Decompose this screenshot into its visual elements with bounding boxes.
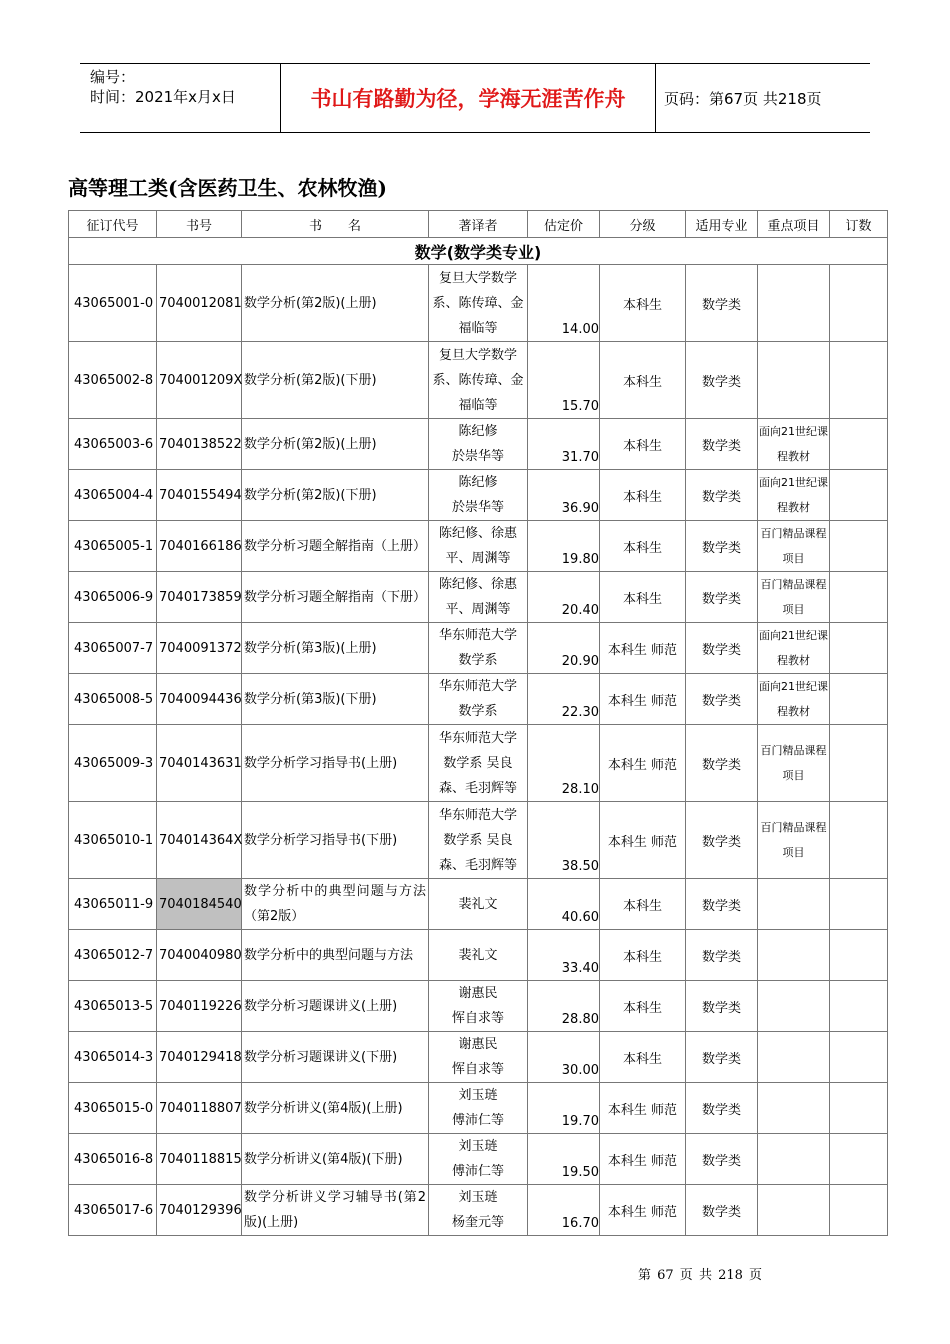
table-row: [69, 572, 888, 623]
row-level: 本科生: [600, 1032, 686, 1083]
table-row: [69, 470, 888, 521]
row-major: 数学类: [686, 342, 758, 419]
row-level: 本科生 师范: [600, 725, 686, 802]
row-order-count: [830, 572, 888, 623]
row-author: 刘玉琏 傅沛仁等: [429, 1083, 528, 1134]
row-order-count: [830, 623, 888, 674]
table-row: [69, 419, 888, 470]
row-author: 华东师范大学 数学系 吴良森、毛羽辉等: [429, 802, 528, 879]
row-order-count: [830, 674, 888, 725]
row-code: 43065016-8: [69, 1134, 157, 1185]
row-title: 数学分析(第2版)(上册): [242, 265, 429, 342]
row-key-project: [758, 930, 830, 981]
row-level: 本科生 师范: [600, 1134, 686, 1185]
row-key-project: [758, 981, 830, 1032]
row-key-project: [758, 265, 830, 342]
row-key-project: [758, 879, 830, 930]
row-order-count: [830, 1185, 888, 1236]
row-author: 刘玉琏 杨奎元等: [429, 1185, 528, 1236]
row-level: 本科生 师范: [600, 1083, 686, 1134]
row-major: 数学类: [686, 521, 758, 572]
header-meta: [90, 67, 236, 107]
row-title: 数学分析(第3版)(上册): [242, 623, 429, 674]
row-title: 数学分析习题课讲义(下册): [242, 1032, 429, 1083]
row-code: 43065008-5: [69, 674, 157, 725]
table-row: [69, 1032, 888, 1083]
table-row: [69, 265, 888, 342]
row-author: 华东师范大学 数学系 吴良森、毛羽辉等: [429, 725, 528, 802]
row-code: 43065015-0: [69, 1083, 157, 1134]
row-level: 本科生: [600, 572, 686, 623]
row-price: 20.90: [528, 623, 600, 674]
row-author: 陈纪修 於崇华等: [429, 470, 528, 521]
row-code: 43065010-1: [69, 802, 157, 879]
table-row: [69, 1134, 888, 1185]
row-author: 陈纪修、徐惠平、周渊等: [429, 521, 528, 572]
row-order-count: [830, 930, 888, 981]
row-key-project: [758, 1185, 830, 1236]
column-header: 适用专业: [686, 211, 758, 238]
row-order-count: [830, 521, 888, 572]
table-row: [69, 1083, 888, 1134]
row-code: 43065004-4: [69, 470, 157, 521]
column-header: 估定价: [528, 211, 600, 238]
row-major: 数学类: [686, 265, 758, 342]
row-title: 数学分析(第2版)(上册): [242, 419, 429, 470]
row-key-project: 百门精品课程项目: [758, 802, 830, 879]
row-price: 30.00: [528, 1032, 600, 1083]
column-header: 订数: [830, 211, 888, 238]
row-author: 裴礼文: [429, 930, 528, 981]
row-major: 数学类: [686, 1185, 758, 1236]
row-title: 数学分析讲义(第4版)(下册): [242, 1134, 429, 1185]
row-isbn: 7040129418: [157, 1032, 242, 1083]
row-major: 数学类: [686, 623, 758, 674]
row-order-count: [830, 879, 888, 930]
row-author: 复旦大学数学系、陈传璋、金福临等: [429, 265, 528, 342]
column-header: 分级: [600, 211, 686, 238]
row-major: 数学类: [686, 725, 758, 802]
row-title: 数学分析(第3版)(下册): [242, 674, 429, 725]
row-price: 31.70: [528, 419, 600, 470]
row-price: 15.70: [528, 342, 600, 419]
row-order-count: [830, 802, 888, 879]
row-key-project: [758, 1083, 830, 1134]
row-author: 谢惠民 恽自求等: [429, 1032, 528, 1083]
row-level: 本科生 师范: [600, 674, 686, 725]
row-major: 数学类: [686, 470, 758, 521]
row-price: 19.80: [528, 521, 600, 572]
table-row: [69, 342, 888, 419]
row-title: 数学分析学习指导书(上册): [242, 725, 429, 802]
book-table: [68, 210, 888, 1236]
row-title: 数学分析讲义(第4版)(上册): [242, 1083, 429, 1134]
row-major: 数学类: [686, 930, 758, 981]
row-major: 数学类: [686, 419, 758, 470]
table-header-row: [69, 211, 888, 238]
row-title: 数学分析学习指导书(下册): [242, 802, 429, 879]
row-level: 本科生: [600, 981, 686, 1032]
row-major: 数学类: [686, 1083, 758, 1134]
document-header: [80, 63, 870, 133]
row-isbn: 7040118807: [157, 1083, 242, 1134]
table-row: [69, 725, 888, 802]
row-code: 43065017-6: [69, 1185, 157, 1236]
row-code: 43065002-8: [69, 342, 157, 419]
row-price: 19.50: [528, 1134, 600, 1185]
row-major: 数学类: [686, 1032, 758, 1083]
row-major: 数学类: [686, 802, 758, 879]
row-code: 43065009-3: [69, 725, 157, 802]
row-code: 43065014-3: [69, 1032, 157, 1083]
row-major: 数学类: [686, 674, 758, 725]
row-key-project: 面向21世纪课程教材: [758, 419, 830, 470]
row-order-count: [830, 1083, 888, 1134]
table-row: [69, 930, 888, 981]
column-header: 书 名: [242, 211, 429, 238]
row-level: 本科生: [600, 342, 686, 419]
row-key-project: [758, 1134, 830, 1185]
row-code: 43065006-9: [69, 572, 157, 623]
row-price: 16.70: [528, 1185, 600, 1236]
row-isbn: 7040143631: [157, 725, 242, 802]
row-isbn: 7040173859: [157, 572, 242, 623]
table-row: [69, 623, 888, 674]
page-footer: 第 67 页 共 218 页: [638, 1268, 763, 1283]
row-author: 陈纪修、徐惠平、周渊等: [429, 572, 528, 623]
row-key-project: 百门精品课程项目: [758, 572, 830, 623]
row-key-project: [758, 342, 830, 419]
row-code: 43065011-9: [69, 879, 157, 930]
row-author: 谢惠民 恽自求等: [429, 981, 528, 1032]
row-author: 华东师范大学 数学系: [429, 623, 528, 674]
table-body: [69, 238, 888, 1236]
category-row: [69, 238, 888, 265]
row-order-count: [830, 725, 888, 802]
row-key-project: 面向21世纪课程教材: [758, 623, 830, 674]
row-isbn: 7040155494: [157, 470, 242, 521]
row-isbn: 7040184540: [157, 879, 242, 930]
row-isbn: 7040166186: [157, 521, 242, 572]
row-price: 33.40: [528, 930, 600, 981]
row-price: 28.80: [528, 981, 600, 1032]
row-isbn: 704014364X: [157, 802, 242, 879]
row-isbn: 7040012081: [157, 265, 242, 342]
row-author: 复旦大学数学系、陈传璋、金福临等: [429, 342, 528, 419]
code-label: 编号：: [90, 68, 136, 86]
row-title: 数学分析(第2版)(下册): [242, 470, 429, 521]
row-code: 43065003-6: [69, 419, 157, 470]
row-level: 本科生: [600, 930, 686, 981]
row-isbn: 7040091372: [157, 623, 242, 674]
row-price: 38.50: [528, 802, 600, 879]
row-isbn: 7040040980: [157, 930, 242, 981]
row-isbn: 7040118815: [157, 1134, 242, 1185]
row-code: 43065001-0: [69, 265, 157, 342]
row-isbn: 7040138522: [157, 419, 242, 470]
row-order-count: [830, 981, 888, 1032]
row-isbn: 704001209X: [157, 342, 242, 419]
row-price: 20.40: [528, 572, 600, 623]
row-title: 数学分析中的典型问题与方法（第2版）: [242, 879, 429, 930]
row-price: 28.10: [528, 725, 600, 802]
row-order-count: [830, 1134, 888, 1185]
row-title: 数学分析(第2版)(下册): [242, 342, 429, 419]
row-order-count: [830, 265, 888, 342]
row-code: 43065005-1: [69, 521, 157, 572]
row-code: 43065013-5: [69, 981, 157, 1032]
column-header: 著译者: [429, 211, 528, 238]
section-title: 高等理工类(含医药卫生、农林牧渔): [68, 176, 387, 200]
row-key-project: 面向21世纪课程教材: [758, 674, 830, 725]
row-level: 本科生: [600, 419, 686, 470]
row-key-project: 百门精品课程项目: [758, 521, 830, 572]
row-key-project: 百门精品课程项目: [758, 725, 830, 802]
row-major: 数学类: [686, 1134, 758, 1185]
row-order-count: [830, 342, 888, 419]
row-key-project: [758, 1032, 830, 1083]
row-level: 本科生 师范: [600, 1185, 686, 1236]
row-order-count: [830, 419, 888, 470]
row-level: 本科生: [600, 265, 686, 342]
header-motto: 书山有路勤为径，学海无涯苦作舟: [280, 64, 656, 132]
header-page-info: 页码：第67页 共218页: [664, 89, 822, 108]
row-level: 本科生 师范: [600, 623, 686, 674]
table-row: [69, 802, 888, 879]
row-title: 数学分析习题课讲义(上册): [242, 981, 429, 1032]
column-header: 征订代号: [69, 211, 157, 238]
row-major: 数学类: [686, 879, 758, 930]
row-code: 43065007-7: [69, 623, 157, 674]
row-level: 本科生: [600, 521, 686, 572]
row-price: 40.60: [528, 879, 600, 930]
row-order-count: [830, 470, 888, 521]
row-price: 19.70: [528, 1083, 600, 1134]
row-price: 14.00: [528, 265, 600, 342]
row-isbn: 7040129396: [157, 1185, 242, 1236]
row-title: 数学分析习题全解指南（上册）: [242, 521, 429, 572]
category-label: 数学(数学类专业): [69, 238, 888, 265]
row-title: 数学分析习题全解指南（下册）: [242, 572, 429, 623]
row-major: 数学类: [686, 981, 758, 1032]
row-code: 43065012-7: [69, 930, 157, 981]
time-label: 时间：2021年x月x日: [90, 88, 236, 106]
row-author: 华东师范大学 数学系: [429, 674, 528, 725]
row-level: 本科生: [600, 470, 686, 521]
row-author: 陈纪修 於崇华等: [429, 419, 528, 470]
column-header: 重点项目: [758, 211, 830, 238]
column-header: 书号: [157, 211, 242, 238]
row-price: 36.90: [528, 470, 600, 521]
table-row: [69, 981, 888, 1032]
row-order-count: [830, 1032, 888, 1083]
table-row: [69, 674, 888, 725]
row-author: 刘玉琏 傅沛仁等: [429, 1134, 528, 1185]
table-row: [69, 879, 888, 930]
row-title: 数学分析讲义学习辅导书(第2版)(上册): [242, 1185, 429, 1236]
row-key-project: 面向21世纪课程教材: [758, 470, 830, 521]
table-row: [69, 521, 888, 572]
table-row: [69, 1185, 888, 1236]
row-isbn: 7040119226: [157, 981, 242, 1032]
row-level: 本科生 师范: [600, 802, 686, 879]
row-major: 数学类: [686, 572, 758, 623]
row-author: 裴礼文: [429, 879, 528, 930]
row-level: 本科生: [600, 879, 686, 930]
row-title: 数学分析中的典型问题与方法: [242, 930, 429, 981]
row-price: 22.30: [528, 674, 600, 725]
row-isbn: 7040094436: [157, 674, 242, 725]
